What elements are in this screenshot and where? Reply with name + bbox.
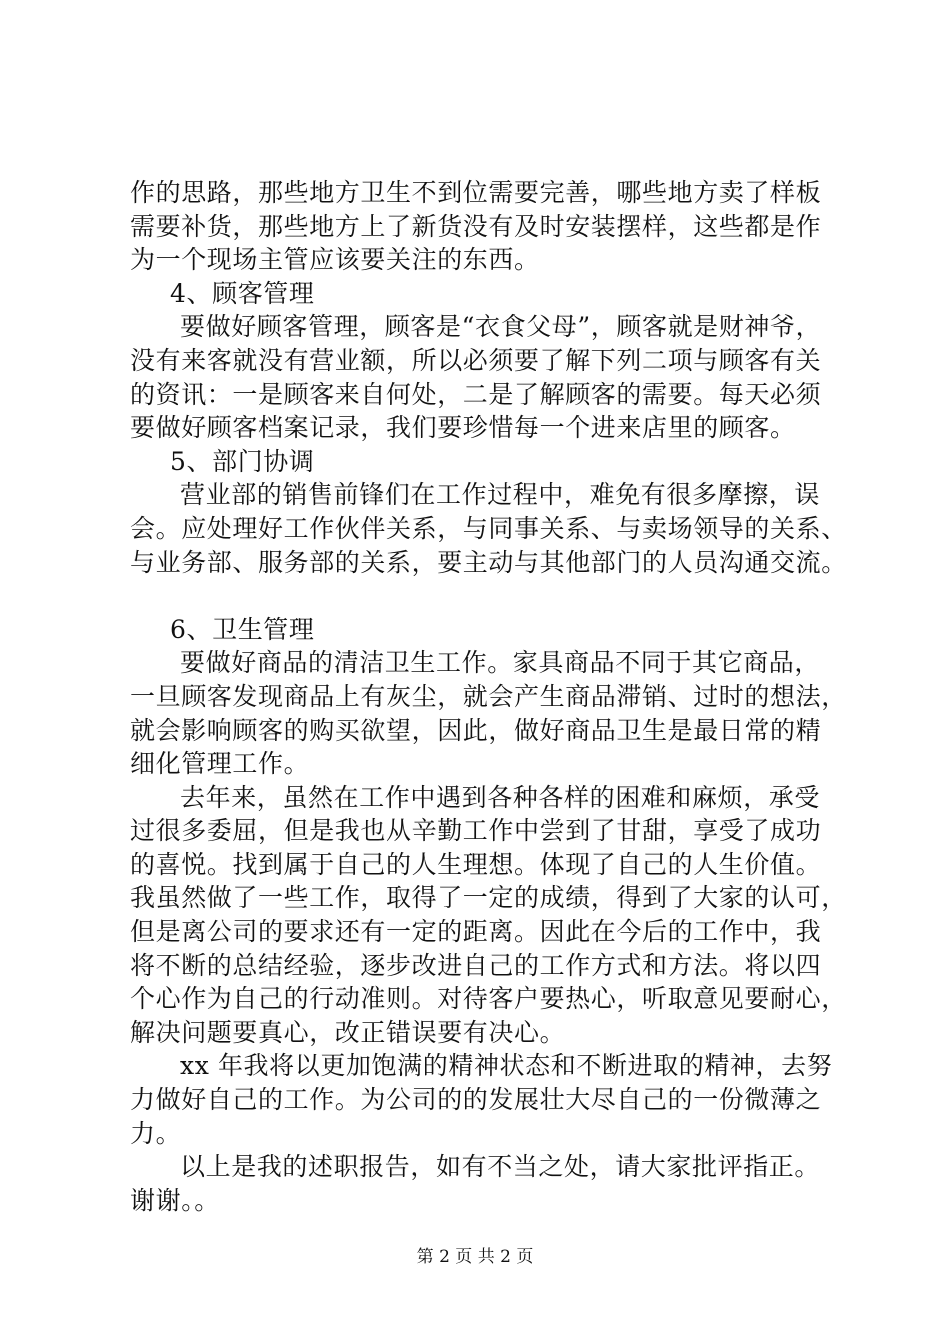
text-line: 没有来客就没有营业额，所以必须要了解下列二项与顾客有关: [130, 345, 822, 375]
text-line: 要做好顾客管理，顾客是“衣食父母”，顾客就是财神爷，: [180, 312, 822, 342]
text-line: 将不断的总结经验，逐步改进自己的工作方式和方法。将以四: [130, 950, 822, 980]
text-line: 营业部的销售前锋们在工作过程中，难免有很多摩擦，误: [180, 480, 821, 510]
text-line: 要做好顾客档案记录，我们要珍惜每一个进来店里的顾客。: [130, 413, 796, 443]
text-line: 力。: [130, 1118, 182, 1148]
page-number-footer: 第 2 页 共 2 页: [416, 1247, 534, 1267]
text-line: 就会影响顾客的购买欲望，因此，做好商品卫生是最日常的精: [130, 715, 822, 745]
text-line: 的资讯：一是顾客来自何处，二是了解顾客的需要。每天必须: [130, 379, 822, 409]
text-line: 但是离公司的要求还有一定的距离。因此在今后的工作中，我: [130, 917, 822, 947]
text-line: 个心作为自己的行动准则。对待客户要热心，听取意见要耐心，: [130, 984, 847, 1014]
text-line: 的喜悦。找到属于自己的人生理想。体现了自己的人生价值。: [130, 849, 822, 879]
document-body: [130, 176, 860, 1217]
text-line: 解决问题要真心，改正错误要有决心。: [130, 1017, 566, 1047]
section-heading: 6、卫生管理: [170, 614, 315, 644]
text-line: 为一个现场主管应该要关注的东西。: [130, 245, 540, 275]
text-line: 会。应处理好工作伙伴关系，与同事关系、与卖场领导的关系、: [130, 513, 847, 543]
text-line: 我虽然做了一些工作，取得了一定的成绩，得到了大家的认可，: [130, 883, 847, 913]
text-line: 力做好自己的工作。为公司的的发展壮大尽自己的一份微薄之: [130, 1085, 822, 1115]
text-line: 以上是我的述职报告，如有不当之处，请大家批评指正。: [180, 1152, 821, 1182]
text-line: 谢谢。。: [130, 1185, 220, 1215]
text-line: 与业务部、服务部的关系，要主动与其他部门的人员沟通交流。: [130, 547, 847, 577]
text-line: 作的思路，那些地方卫生不到位需要完善，哪些地方卖了样板: [130, 178, 822, 207]
section-heading: 5、部门协调: [170, 446, 315, 476]
paragraph-gap: [130, 579, 860, 613]
text-line: 过很多委屈，但是我也从辛勤工作中尝到了甘甜，享受了成功: [130, 816, 822, 846]
text-line: 细化管理工作。: [130, 749, 310, 779]
text-line: xx 年我将以更加饱满的精神状态和不断进取的精神，去努: [180, 1051, 833, 1081]
section-heading: 4、顾客管理: [170, 278, 315, 308]
text-line: 要做好商品的清洁卫生工作。家具商品不同于其它商品，: [180, 648, 821, 678]
text-line: 需要补货，那些地方上了新货没有及时安装摆样，这些都是作: [130, 211, 822, 241]
text-line: 一旦顾客发现商品上有灰尘，就会产生商品滞销、过时的想法，: [130, 681, 847, 711]
text-line: 去年来，虽然在工作中遇到各种各样的困难和麻烦，承受: [180, 782, 821, 812]
